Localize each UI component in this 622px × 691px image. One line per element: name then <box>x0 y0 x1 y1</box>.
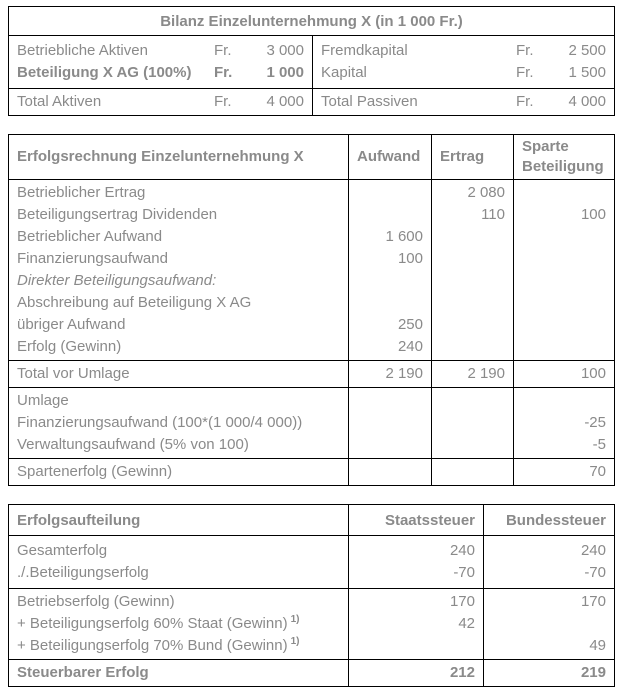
erfolgsrechnung-umlage-section <box>9 388 615 459</box>
sparte-cell <box>514 459 615 486</box>
ertrag-cell <box>432 388 514 459</box>
amount <box>516 62 606 84</box>
row-label: Steuerbarer Erfolg <box>17 664 149 681</box>
cell-value <box>357 182 423 204</box>
erfolgsaufteilung-header-row <box>9 505 615 536</box>
column-header-aufwand: Aufwand <box>349 135 432 180</box>
erfolgsaufteilung-title: Erfolgsaufteilung <box>9 505 349 536</box>
amount-value: 3 000 <box>266 42 304 59</box>
bilanz-body-row <box>9 36 615 89</box>
cell-value <box>357 434 423 456</box>
cell-value <box>440 226 505 248</box>
cell-value <box>440 434 505 456</box>
cell-value <box>492 613 606 635</box>
label-cell <box>9 361 349 388</box>
cell-value: 100 <box>580 206 606 223</box>
cell-value: -70 <box>453 564 475 581</box>
footnote-marker: 1) <box>290 636 300 647</box>
currency-prefix: Fr. <box>516 64 534 81</box>
cell-value: 110 <box>481 206 505 223</box>
erfolgsrechnung-table <box>8 134 615 486</box>
amount-value: 1 000 <box>266 64 304 81</box>
bilanz-total-row <box>9 89 615 116</box>
cell-value: 2 190 <box>385 365 423 382</box>
aufwand-cell <box>349 388 432 459</box>
amount <box>214 91 304 113</box>
cell-value <box>522 182 606 204</box>
cell-value: 219 <box>580 664 606 681</box>
cell-value: 1 600 <box>385 228 423 245</box>
table-row <box>321 91 606 113</box>
erfolgsrechnung-spartenerfolg-row <box>9 459 615 486</box>
aufwand-cell <box>349 459 432 486</box>
label-cell <box>9 660 349 687</box>
cell-value: 100 <box>397 250 423 267</box>
cell-value: 42 <box>458 615 475 632</box>
row-label: + Beteiligungserfolg 60% Staat (Gewinn) $^{1)}$ <box>17 614 300 632</box>
cell-value <box>440 248 505 270</box>
table-row <box>17 91 304 113</box>
row-label: Betrieblicher Ertrag <box>17 184 146 201</box>
ertrag-cell <box>432 180 514 361</box>
cell-value <box>440 461 505 483</box>
cell-value <box>440 412 505 434</box>
amount <box>214 62 304 84</box>
cell-value <box>440 314 505 336</box>
cell-value: 170 <box>580 593 606 610</box>
bilanz-aktiven-cell <box>9 36 313 89</box>
cell-value: 170 <box>449 593 475 610</box>
bilanz-table <box>8 6 615 116</box>
cell-value: 240 <box>449 542 475 559</box>
bilanz-header-row <box>9 7 615 36</box>
erfolgsaufteilung-section2 <box>9 589 615 660</box>
row-label: übriger Aufwand <box>17 316 126 333</box>
cell-value: 100 <box>580 365 606 382</box>
column-header-bundessteuer: Bundessteuer <box>484 505 615 536</box>
staatssteuer-cell <box>349 660 484 687</box>
currency-prefix: Fr. <box>214 93 232 110</box>
table-row <box>321 40 606 62</box>
cell-value: 212 <box>449 664 475 681</box>
bundessteuer-cell <box>484 536 615 589</box>
cell-value <box>357 270 423 292</box>
cell-value: -70 <box>584 564 606 581</box>
cell-value <box>522 226 606 248</box>
row-label: Beteiligungsertrag Dividenden <box>17 206 218 223</box>
row-label: Betriebliche Aktiven <box>17 42 148 59</box>
cell-value <box>522 292 606 314</box>
amount-value: 1 500 <box>568 64 606 81</box>
cell-value <box>440 292 505 314</box>
erfolgsaufteilung-section1 <box>9 536 615 589</box>
bundessteuer-cell <box>484 660 615 687</box>
cell-value <box>357 292 423 314</box>
row-label: Total Passiven <box>321 93 418 110</box>
cell-value <box>357 390 423 412</box>
row-label: Verwaltungsaufwand (5% von 100) <box>17 436 249 453</box>
row-label: Direkter Beteiligungsaufwand: <box>17 272 217 289</box>
aufwand-cell <box>349 180 432 361</box>
bilanz-passiven-cell <box>313 36 615 89</box>
currency-prefix: Fr. <box>516 42 534 59</box>
sparte-cell <box>514 180 615 361</box>
bilanz-total-passiven-cell <box>313 89 615 116</box>
cell-value <box>440 336 505 358</box>
row-label: Kapital <box>321 64 367 81</box>
erfolgsaufteilung-table <box>8 504 615 687</box>
cell-value: 240 <box>580 542 606 559</box>
label-cell <box>9 180 349 361</box>
row-label: ./.Beteiligungserfolg <box>17 564 149 581</box>
cell-value <box>522 390 606 412</box>
row-label: Umlage <box>17 392 69 409</box>
cell-value <box>357 461 423 483</box>
amount <box>516 40 606 62</box>
column-header-ertrag: Ertrag <box>432 135 514 180</box>
currency-prefix: Fr. <box>214 64 233 81</box>
bundessteuer-cell <box>484 589 615 660</box>
table-row <box>17 62 304 84</box>
amount-value: 4 000 <box>266 93 304 110</box>
cell-value: 240 <box>397 338 423 355</box>
footnote-marker: 1) <box>290 614 300 625</box>
sparte-cell <box>514 388 615 459</box>
bilanz-title: Bilanz Einzelunternehmung X (in 1 000 Fr.) <box>9 7 615 36</box>
cell-value <box>440 270 505 292</box>
cell-value: 70 <box>589 463 606 480</box>
erfolgsrechnung-total-row <box>9 361 615 388</box>
row-label: Fremdkapital <box>321 42 408 59</box>
amount-value: 2 500 <box>568 42 606 59</box>
column-header-staatssteuer: Staatssteuer <box>349 505 484 536</box>
cell-value: 2 190 <box>467 365 505 382</box>
aufwand-cell <box>349 361 432 388</box>
row-label: Gesamterfolg <box>17 542 108 559</box>
cell-value <box>440 390 505 412</box>
erfolgsrechnung-header-row <box>9 135 615 180</box>
label-cell <box>9 459 349 486</box>
table-row <box>17 40 304 62</box>
row-label: Total vor Umlage <box>17 365 130 382</box>
cell-value: -25 <box>584 414 606 431</box>
row-label: Betrieblicher Aufwand <box>17 228 163 245</box>
cell-value: 250 <box>397 316 423 333</box>
ertrag-cell <box>432 459 514 486</box>
row-label: Spartenerfolg (Gewinn) <box>17 463 173 480</box>
amount <box>516 91 606 113</box>
row-label: Total Aktiven <box>17 93 102 110</box>
cell-value <box>357 635 475 657</box>
table-row <box>321 62 606 84</box>
cell-value: 2 080 <box>467 184 505 201</box>
staatssteuer-cell <box>349 536 484 589</box>
erfolgsrechnung-body-section <box>9 180 615 361</box>
label-cell <box>9 589 349 660</box>
currency-prefix: Fr. <box>516 93 534 110</box>
bilanz-total-aktiven-cell <box>9 89 313 116</box>
ertrag-cell <box>432 361 514 388</box>
sparte-cell <box>514 361 615 388</box>
cell-value <box>357 412 423 434</box>
label-cell <box>9 536 349 589</box>
row-label: Beteiligung X AG (100%) <box>17 64 192 81</box>
currency-prefix: Fr. <box>214 42 232 59</box>
cell-value <box>522 270 606 292</box>
amount <box>214 40 304 62</box>
row-label: Finanzierungsaufwand (100*(1 000/4 000)) <box>17 414 303 431</box>
column-header-sparte: Sparte Beteiligung <box>514 135 615 180</box>
row-label: Erfolg (Gewinn) <box>17 338 122 355</box>
row-label: + Beteiligungserfolg 70% Bund (Gewinn) $^{1)}$ <box>17 636 300 654</box>
erfolgsrechnung-title: Erfolgsrechnung Einzelunternehmung X <box>9 135 349 180</box>
cell-value: 49 <box>589 637 606 654</box>
amount-value: 4 000 <box>568 93 606 110</box>
cell-value <box>522 248 606 270</box>
row-label: Abschreibung auf Beteiligung X AG <box>17 294 252 311</box>
cell-value <box>357 204 423 226</box>
cell-value: -5 <box>592 436 606 453</box>
erfolgsaufteilung-total-row <box>9 660 615 687</box>
cell-value <box>522 336 606 358</box>
row-label: Finanzierungsaufwand <box>17 250 168 267</box>
row-label: Betriebserfolg (Gewinn) <box>17 593 175 610</box>
label-cell <box>9 388 349 459</box>
staatssteuer-cell <box>349 589 484 660</box>
cell-value <box>522 314 606 336</box>
